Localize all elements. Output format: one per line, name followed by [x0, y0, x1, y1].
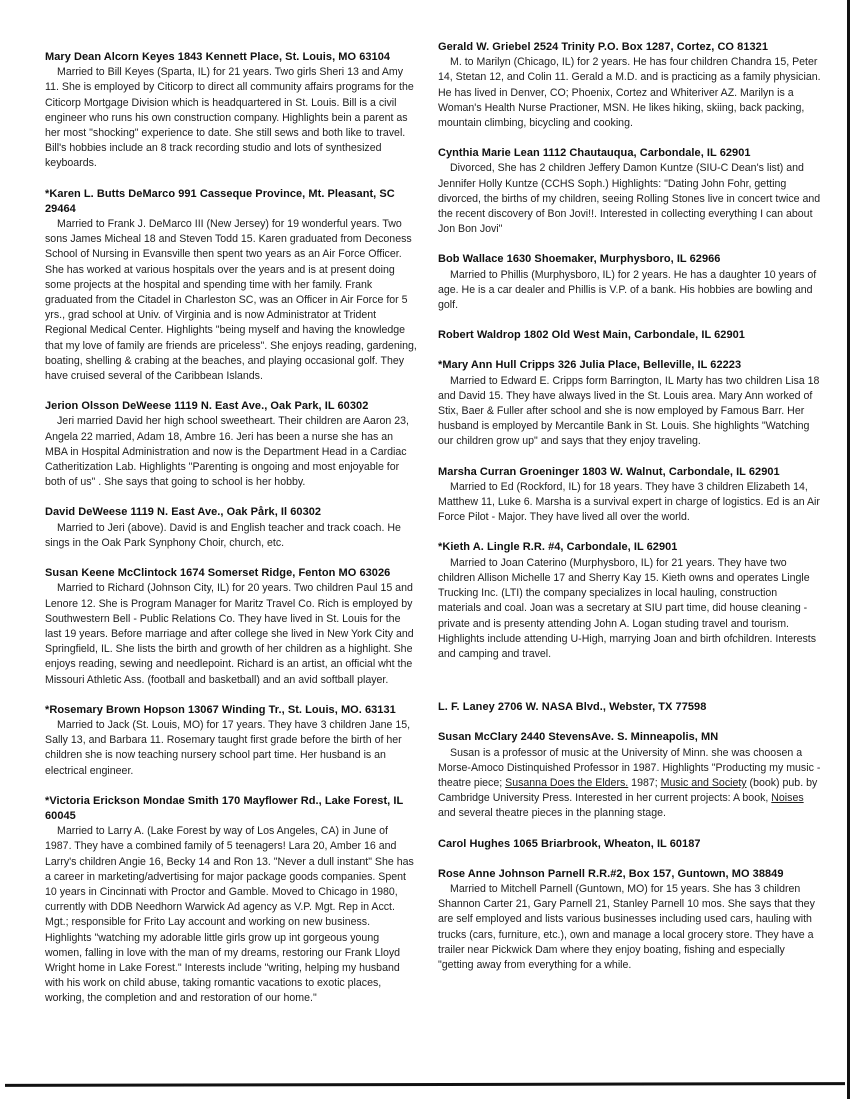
- entry-body: Married to Mitchell Parnell (Guntown, MO) for 15 years. She has 3 children Shannon Carter 21, Gary Parnell 21, Stanley Parnell 10 mos. She says that they are self employed and lists various businesses including used cars, hauling with trucks (cars, furniture, etc.), own and manage a local grocery store. They have a trailer near Pickwick Dam where they enjoy boating, fishing and especially "getting away from everything for a while.: [438, 882, 815, 971]
- entry-heading: Susan McClary 2440 StevensAve. S. Minneapolis, MN: [438, 731, 719, 744]
- entry-parnell: [438, 867, 823, 973]
- entry-heading: *Karen L. Butts DeMarco 991 Casseque Province, Mt. Pleasant, SC 29464: [45, 187, 395, 215]
- entry-wallace: [438, 252, 823, 313]
- title-susanna-does-the-elders: Susanna Does the Elders.: [505, 776, 629, 789]
- entry-body: Married to Richard (Johnson City, IL) for 20 years. Two children Paul 15 and Lenore 12. She is Program Manager for Maritz Travel Co. Rich is employed by Southwestern Bell - Public Relations Co. They have lived in St. Louis for the last 19 years. Before marriage and after college she lived in New York City and Springfield, IL. She lists the birth and growth of her children as a highlight. She enjoys reading, sewing and needlepoint. Richard is an artist, an official wht the Missouri Athletic Ass. (football and basketball) and an avid softball player.: [45, 582, 414, 686]
- entry-body: Married to Jeri (above). David is and English teacher and track coach. He sings in the Oak Park Synphony Choir, church, etc.: [45, 521, 401, 549]
- body-text: (book) pub. by Cambridge University Press. Interested in her current projects: A book,: [438, 776, 818, 805]
- entry-lean: [438, 146, 823, 237]
- entry-heading: Mary Dean Alcorn Keyes 1843 Kennett Place, St. Louis, MO 63104: [45, 51, 391, 63]
- entry-heading: David DeWeese 1119 N. East Ave., Oak Pårk, Il 60302: [45, 506, 322, 519]
- entry-heading: Rose Anne Johnson Parnell R.R.#2, Box 157, Guntown, MO 38849: [438, 867, 784, 880]
- body-text: 1987;: [628, 776, 661, 789]
- entry-hughes: [438, 837, 823, 852]
- entry-heading: Carol Hughes 1065 Briarbrook, Wheaton, IL 60187: [438, 837, 701, 850]
- entry-body: Jeri married David her high school sweetheart. Their children are Aaron 23, Angela 22 married, Adam 18, Ambre 16. Jeri has been a nurse she has an MBA in Hospital Administration and now is the Department Head in a Cardiac Catheritization Lab. Highlights "Parenting is ongoing and most enjoyable for both of us" . She says that going to school is her hobby.: [45, 415, 409, 489]
- body-text: Susan is a professor of music at the University of Minn. she was choosen a Morse-Amoco Distinquished Professor in 1987. Highlights "Producting my music -theatre piece;: [438, 746, 821, 789]
- left-column: [45, 50, 417, 1022]
- entry-body: Married to Larry A. (Lake Forest by way of Los Angeles, CA) in June of 1987. They have a combined family of 5 teenagers! Lara 20, Amber 16 and Larry's children Angie 16, Becky 14 and Ron 13. "Never a dull instant" She has a career in marketing/advertising for major package goods companies. Spent 10 years in Cincinnati with Proctor and Gamble. Moved to Chicago in 1980, currently with DDB Needhorn Warwick Ad agency as V.P. Mgt. Rep in Acct. Mgt.; responsible for Frito Lay account and working on new business. Highlights "watching my adorable little girls grow up int gorgeous young women, falling in love with the man of my dreams, restoring our Frank Lloyd Wright home in Lake Forest." Interests include "writing, helping my husband with his work on child abuse, taking romantic vacations to exotic places, working, the completion and and restoration of our home.": [45, 825, 414, 1005]
- entry-heading: L. F. Laney 2706 W. NASA Blvd., Webster, TX 77598: [438, 701, 707, 714]
- entry-keyes: [45, 50, 417, 172]
- entry-heading: Jerion Olsson DeWeese 1119 N. East Ave., Oak Park, IL 60302: [45, 400, 369, 413]
- entry-body: Married to Frank J. DeMarco III (New Jersey) for 19 wonderful years. Two sons James Micheal 18 and Steven Todd 15. Karen graduated from Deconess School of Nursing in Evansville then spent two years as an Air Force Officer. She has worked at various hospitals over the years and is at present doing some projects at the hospital and spending time with her family. Frank graduated from the Citadel in Charleston SC, was an Officer in Air Force for 5 yrs., grad school at Univ. of Virginia and is now Administrator at Trident Regional Medical Center. Highlights "being myself and having the knowledge that my love of family are friends are priceless". She enjoys reading, gardening, boating, shelling & crabing at the beaches, and playing occasional golf. They have cruised several of the Caribbean Islands.: [45, 218, 417, 383]
- entry-heading: Cynthia Marie Lean 1112 Chautauqua, Carbondale, IL 62901: [438, 147, 751, 160]
- entry-heading: Susan Keene McClintock 1674 Somerset Ridge, Fenton MO 63026: [45, 567, 391, 580]
- entry-smith: [45, 794, 417, 1007]
- bottom-rule: [5, 1082, 845, 1087]
- entry-groeninger: [438, 465, 823, 526]
- entry-body: [438, 746, 823, 822]
- entry-heading: Marsha Curran Groeninger 1803 W. Walnut, Carbondale, IL 62901: [438, 465, 780, 478]
- entry-heading: Bob Wallace 1630 Shoemaker, Murphysboro, IL 62966: [438, 253, 721, 266]
- entry-heading: Gerald W. Griebel 2524 Trinity P.O. Box 1287, Cortez, CO 81321: [438, 41, 768, 53]
- entry-body: Married to Jack (St. Louis, MO) for 17 years. They have 3 children Jane 15, Sally 13, and Barbara 11. Rosemary taught first grade before the birth of her children she is now teaching nursery school part time. Her husband is an electrical engineer.: [45, 718, 411, 777]
- entry-waldrop: [438, 328, 823, 343]
- title-noises: Noises: [771, 792, 804, 805]
- entry-demarco: [45, 187, 417, 385]
- entry-heading: Robert Waldrop 1802 Old West Main, Carbondale, IL 62901: [438, 329, 745, 342]
- entry-mcclary: [438, 730, 823, 821]
- entry-cripps: [438, 358, 823, 449]
- entry-griebel: [438, 40, 823, 131]
- entry-body: M. to Marilyn (Chicago, IL) for 2 years. He has four children Chandra 15, Peter 14, Stetan 12, and Colin 11. Gerald a M.D. and is practicing as a family physician. He has lived in Denver, CO; Phoenix, Cortez and Whiteriver AZ. Marilyn is a Woman's Health Nurse Practioner, MSN. He likes hiking, skiing, back packing, mountain climbing, bicycling and cooking.: [438, 56, 821, 130]
- title-music-and-society: Music and Society: [660, 776, 747, 789]
- body-text: and several theatre pieces in the planning stage.: [438, 807, 666, 820]
- entry-heading: *Kieth A. Lingle R.R. #4, Carbondale, IL 62901: [438, 541, 678, 554]
- entry-body: Married to Ed (Rockford, IL) for 18 years. They have 3 children Elizabeth 14, Matthew 11, Luke 6. Marsha is a survival expert in charge of logistics. Ed is an Air Force Pilot - Major. They have lived all over the world.: [438, 480, 820, 524]
- entry-body: Married to Edward E. Cripps form Barrington, IL Marty has two children Lisa 18 and David 15. They have always lived in the St. Louis area. Mary Ann worked of Stix, Baer & Fuller after school and she is now employed by Famous Barr. Her husband is employed by Mercantile Bank in St. Louis. She highlights "Watching our children grow up" and says that they enjoy traveling.: [438, 374, 820, 448]
- entry-heading: *Rosemary Brown Hopson 13067 Winding Tr., St. Louis, MO. 63131: [45, 703, 396, 716]
- entry-mcclintock: [45, 566, 417, 688]
- entry-body: Married to Bill Keyes (Sparta, IL) for 21 years. Two girls Sheri 13 and Amy 11. She is employed by Citicorp to direct all community affairs programs for the Citicorp Mortgage Division which is headquartered in St. Louis. Bill is a civil engineer who runs his own construction company. Highlights bein a parent as her most "shocking" experience to date. She still sews and both like to travel. Bill's hobbies include an 8 track recording studio and lots of synthesized keyboards.: [45, 66, 414, 170]
- entry-body: Married to Phillis (Murphysboro, IL) for 2 years. He has a daughter 10 years of age. He is a car dealer and Phillis is V.P. of a bank. His hobbies are bowling and golf.: [438, 268, 817, 312]
- entry-david-deweese: [45, 505, 417, 551]
- entry-hopson: [45, 703, 417, 779]
- entry-body: Married to Joan Caterino (Murphysboro, IL) for 21 years. They have two children Allison Michelle 17 and Sherry Kay 15. Kieth owns and operates Lingle Trucking Inc. (LTI) the company specializes in local hauling, construction materials and coal. Joan was a secretary at SIU part time, did house cleaning - private and is presenty attending John A. Logan studing travel and tourism. Highlights include attending U-High, marrying Joan and birth ofchildren. Interests and camping and travel.: [438, 556, 817, 660]
- entry-laney: [438, 700, 823, 715]
- entry-heading: *Mary Ann Hull Cripps 326 Julia Place, Belleville, IL 62223: [438, 359, 742, 372]
- entry-body: Divorced, She has 2 children Jeffery Damon Kuntze (SIU-C Dean's list) and Jennifer Holly Kuntze (CCHS Soph.) Highlights: "Dating John Fohr, getting divorced, the births of my children, seeing Rolling Stones live in concert twice and the recent discovery of Bon Jovi!!. Interested in collecting everything I can about Jon Bon Jovi": [438, 162, 821, 236]
- entry-jerion-deweese: [45, 399, 417, 490]
- right-column: [438, 40, 823, 988]
- entry-lingle: [438, 540, 823, 662]
- entry-heading: *Victoria Erickson Mondae Smith 170 Mayflower Rd., Lake Forest, IL 60045: [45, 794, 404, 822]
